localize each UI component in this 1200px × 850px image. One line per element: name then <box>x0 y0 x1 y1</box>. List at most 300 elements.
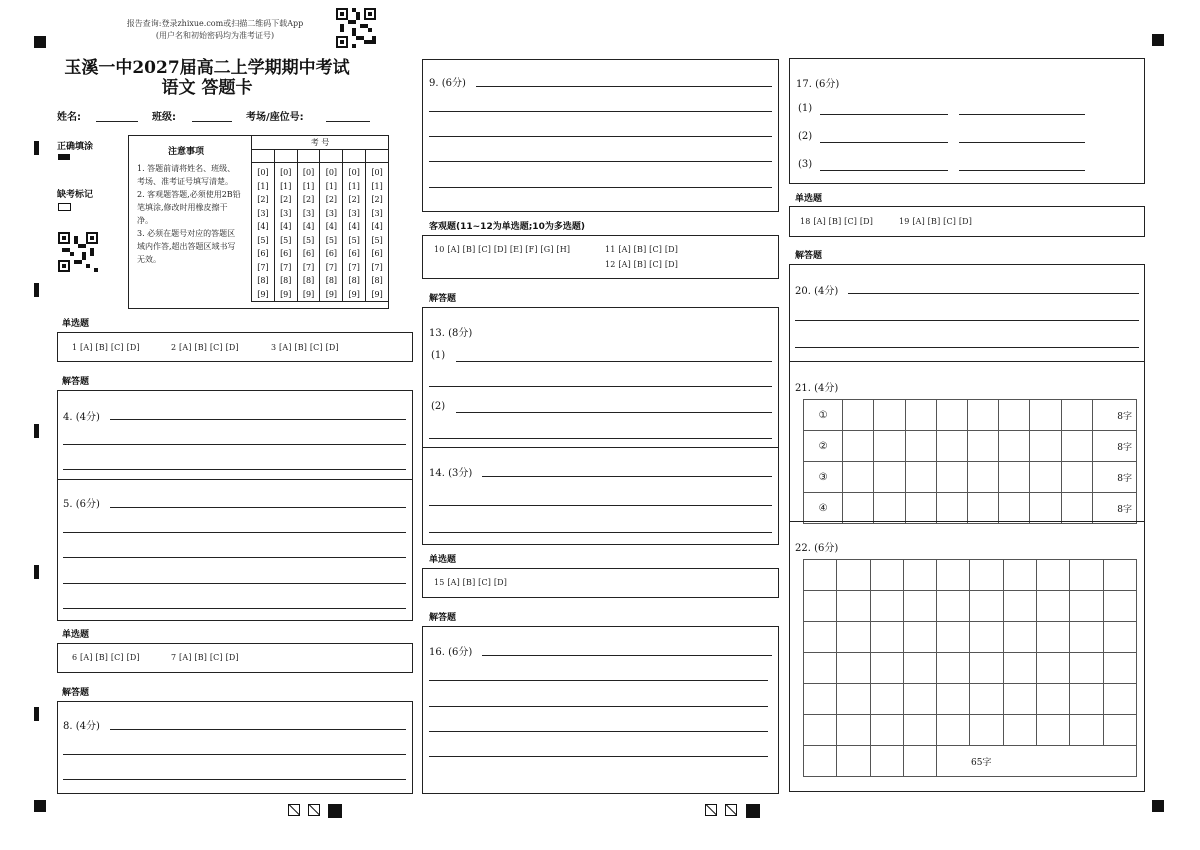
writing-cell[interactable] <box>905 400 936 431</box>
exam-digit-bubble[interactable]: [7] <box>302 262 315 272</box>
exam-digit-bubble[interactable]: [7] <box>371 262 383 272</box>
writing-cell[interactable] <box>937 560 970 591</box>
answer-line[interactable] <box>63 469 406 470</box>
exam-digit-bubble[interactable]: [1] <box>348 181 360 191</box>
exam-number-grid <box>251 135 389 302</box>
writing-cell[interactable] <box>837 746 870 777</box>
q10-12-box <box>422 235 779 279</box>
q16-label: 16. (6分) <box>429 647 473 658</box>
q2-options[interactable]: 2 [A] [B] [C] [D] <box>171 343 239 352</box>
writing-cell[interactable] <box>905 493 936 524</box>
answer-line[interactable] <box>482 655 772 656</box>
exam-digit-bubble[interactable]: [9] <box>371 289 383 299</box>
writing-cell[interactable] <box>837 591 870 622</box>
exam-digit-bubble[interactable]: [2] <box>302 195 315 204</box>
answer-line[interactable] <box>429 756 768 757</box>
writing-cell[interactable] <box>1103 715 1136 746</box>
answer-line[interactable] <box>429 680 768 681</box>
q21-row-count: 8字 <box>1092 493 1136 524</box>
q1-options[interactable]: 1 [A] [B] [C] [D] <box>72 343 140 352</box>
writing-cell[interactable] <box>1103 560 1136 591</box>
exam-digit-bubble[interactable]: [2] <box>348 195 360 204</box>
writing-cell[interactable] <box>936 493 967 524</box>
exam-digit-bubble[interactable]: [9] <box>348 289 360 299</box>
exam-number-column[interactable] <box>252 163 275 302</box>
side-mark <box>34 707 39 721</box>
writing-cell[interactable] <box>970 715 1003 746</box>
q21-row-count: 8字 <box>1092 400 1136 431</box>
writing-cell[interactable] <box>1070 591 1103 622</box>
exam-digit-bubble[interactable]: [5] <box>257 235 269 245</box>
q17-part1-label: (1) <box>798 103 813 114</box>
exam-digit-bubble[interactable]: [8] <box>348 276 360 285</box>
exam-digit-bubble[interactable]: [6] <box>280 249 292 258</box>
writing-cell[interactable] <box>999 493 1030 524</box>
exam-digit-bubble[interactable]: [4] <box>325 222 338 231</box>
exam-digit-bubble[interactable]: [5] <box>280 235 292 245</box>
exam-digit-bubble[interactable]: [6] <box>302 249 315 258</box>
writing-cell[interactable] <box>903 653 936 684</box>
answer-line[interactable] <box>63 754 406 755</box>
note-3: 3. 必须在题号对应的答题区域内作答,超出答题区域书写无效。 <box>137 229 236 264</box>
writing-cell[interactable] <box>870 715 903 746</box>
answer-line[interactable] <box>456 361 772 362</box>
q21-row[interactable] <box>804 493 1137 524</box>
q22-label: 22. (6分) <box>795 543 839 554</box>
writing-cell[interactable] <box>970 684 1003 715</box>
writing-cell[interactable] <box>999 431 1030 462</box>
writing-cell[interactable] <box>843 400 874 431</box>
answer-line[interactable] <box>429 438 772 439</box>
writing-cell[interactable] <box>1061 493 1092 524</box>
divider <box>57 479 413 480</box>
seat-label: 考场/座位号: <box>246 112 304 123</box>
writing-cell[interactable] <box>970 622 1003 653</box>
exam-digit-bubble[interactable]: [3] <box>371 208 383 218</box>
q17-part3-label: (3) <box>798 159 813 170</box>
exam-digit-bubble[interactable]: [1] <box>302 181 315 191</box>
writing-cell[interactable] <box>1030 493 1061 524</box>
writing-cell[interactable] <box>1037 622 1070 653</box>
answer-line[interactable] <box>848 293 1139 294</box>
writing-cell[interactable] <box>1061 462 1092 493</box>
exam-digit-bubble[interactable]: [3] <box>302 208 315 218</box>
answer-line[interactable] <box>429 136 772 137</box>
q21-row[interactable] <box>804 431 1137 462</box>
q14-label: 14. (3分) <box>429 468 473 479</box>
page-marker-filled <box>328 804 342 818</box>
writing-cell[interactable] <box>874 493 905 524</box>
seat-field[interactable] <box>326 121 370 122</box>
exam-digit-bubble[interactable]: [5] <box>302 235 315 245</box>
writing-cell[interactable] <box>804 622 837 653</box>
exam-number-title: 考 号 <box>252 136 389 150</box>
divider <box>789 521 1145 522</box>
writing-cell[interactable] <box>837 653 870 684</box>
writing-cell[interactable] <box>936 431 967 462</box>
exam-number-column[interactable] <box>297 163 320 302</box>
exam-digit-bubble[interactable]: [4] <box>371 222 383 231</box>
exam-digit-bubble[interactable]: [9] <box>257 289 269 299</box>
section-answer: 解答题 <box>429 294 457 304</box>
writing-cell[interactable] <box>1061 400 1092 431</box>
writing-cell[interactable] <box>1003 622 1036 653</box>
writing-cell[interactable] <box>903 684 936 715</box>
writing-cell[interactable] <box>1003 653 1036 684</box>
exam-digit-bubble[interactable]: [8] <box>325 276 338 285</box>
q6-options[interactable]: 6 [A] [B] [C] [D] <box>72 653 140 662</box>
writing-cell[interactable] <box>970 591 1003 622</box>
exam-digit-bubble[interactable]: [3] <box>325 208 338 218</box>
writing-cell[interactable] <box>968 431 999 462</box>
exam-digit-bubble[interactable]: [4] <box>302 222 315 231</box>
writing-cell[interactable] <box>1070 653 1103 684</box>
exam-digit-bubble[interactable]: [8] <box>302 276 315 285</box>
writing-cell[interactable] <box>1003 591 1036 622</box>
answer-line[interactable] <box>63 557 406 558</box>
exam-title <box>60 58 354 98</box>
writing-cell[interactable] <box>1037 715 1070 746</box>
exam-digit-bubble[interactable]: [0] <box>257 168 269 177</box>
exam-digit-bubble[interactable]: [5] <box>371 235 383 245</box>
exam-digit-bubble[interactable]: [9] <box>302 289 315 299</box>
answer-line[interactable] <box>429 731 768 732</box>
q21-row[interactable] <box>804 400 1137 431</box>
fill-sample-mark <box>58 154 70 160</box>
section-answer: 解答题 <box>795 251 823 261</box>
q18-options[interactable]: 18 [A] [B] [C] [D] <box>800 217 874 226</box>
writing-cell[interactable] <box>870 560 903 591</box>
answer-line[interactable] <box>820 142 948 143</box>
note-1: 1. 答题前请将姓名、班级、考场、准考证号填写清楚。 <box>137 164 236 186</box>
q19-options[interactable]: 19 [A] [B] [C] [D] <box>899 217 973 226</box>
answer-line[interactable] <box>476 86 772 87</box>
writing-cell[interactable] <box>903 715 936 746</box>
answer-line[interactable] <box>63 583 406 584</box>
writing-cell[interactable] <box>1070 560 1103 591</box>
writing-cell[interactable] <box>843 493 874 524</box>
q21-row-mark: ① <box>804 400 843 431</box>
section-answer: 解答题 <box>62 377 90 387</box>
writing-cell[interactable] <box>804 653 837 684</box>
exam-digit-bubble[interactable]: [2] <box>257 195 269 204</box>
writing-cell[interactable] <box>843 462 874 493</box>
writing-cell[interactable] <box>999 462 1030 493</box>
exam-digit-bubble[interactable]: [4] <box>348 222 360 231</box>
exam-digit-bubble[interactable]: [7] <box>348 262 360 272</box>
exam-digit-bubble[interactable]: [2] <box>280 195 292 204</box>
answer-line[interactable] <box>429 111 772 112</box>
writing-cell[interactable] <box>905 462 936 493</box>
writing-cell[interactable] <box>936 462 967 493</box>
q22-count: 65字 <box>970 746 1137 777</box>
writing-cell[interactable] <box>937 653 970 684</box>
writing-cell[interactable] <box>968 400 999 431</box>
divider <box>422 447 779 448</box>
q5-label: 5. (6分) <box>63 499 100 510</box>
answer-line[interactable] <box>482 476 772 477</box>
answer-line[interactable] <box>820 170 948 171</box>
answer-line[interactable] <box>820 114 948 115</box>
q13-part1-label: (1) <box>431 350 446 361</box>
q12-options[interactable]: 12 [A] [B] [C] [D] <box>605 260 679 269</box>
page-marker-filled <box>746 804 760 818</box>
qr-code-icon <box>336 8 376 48</box>
writing-cell[interactable] <box>1037 591 1070 622</box>
writing-cell[interactable] <box>870 622 903 653</box>
writing-cell[interactable] <box>1037 653 1070 684</box>
exam-digit-bubble[interactable]: [8] <box>371 276 383 285</box>
writing-cell[interactable] <box>804 746 837 777</box>
writing-cell[interactable] <box>968 493 999 524</box>
section-single-choice: 单选题 <box>62 319 90 329</box>
q22-grid[interactable] <box>803 559 1137 777</box>
absent-mark-label: 缺考标记 <box>57 190 94 200</box>
q21-row-mark: ④ <box>804 493 843 524</box>
exam-number-column[interactable] <box>366 163 389 302</box>
qr-code-icon <box>58 232 98 272</box>
page-marker-empty <box>308 804 320 816</box>
exam-digit-bubble[interactable]: [9] <box>280 289 292 299</box>
exam-digit-bubble[interactable]: [5] <box>325 235 338 245</box>
q15-options[interactable]: 15 [A] [B] [C] [D] <box>434 578 508 587</box>
exam-digit-bubble[interactable]: [7] <box>257 262 269 272</box>
q20-label: 20. (4分) <box>795 286 839 297</box>
answer-line[interactable] <box>110 729 406 730</box>
writing-cell[interactable] <box>843 431 874 462</box>
section-single-choice: 单选题 <box>795 194 823 204</box>
writing-cell[interactable] <box>804 684 837 715</box>
writing-cell[interactable] <box>905 431 936 462</box>
writing-cell[interactable] <box>937 591 970 622</box>
q7-options[interactable]: 7 [A] [B] [C] [D] <box>171 653 239 662</box>
writing-cell[interactable] <box>999 400 1030 431</box>
writing-cell[interactable] <box>968 462 999 493</box>
writing-cell[interactable] <box>1061 431 1092 462</box>
name-label: 姓名: <box>57 112 81 123</box>
q21-row[interactable] <box>804 462 1137 493</box>
writing-cell[interactable] <box>1003 715 1036 746</box>
exam-number-column[interactable] <box>343 163 366 302</box>
writing-cell[interactable] <box>936 400 967 431</box>
writing-cell[interactable] <box>870 591 903 622</box>
answer-line[interactable] <box>429 532 772 533</box>
q4-5-box <box>57 390 413 621</box>
exam-digit-bubble[interactable]: [7] <box>280 262 292 272</box>
writing-cell[interactable] <box>1030 431 1061 462</box>
exam-digit-bubble[interactable]: [3] <box>257 208 269 218</box>
exam-digit-bubble[interactable]: [1] <box>371 181 383 191</box>
q17-label: 17. (6分) <box>796 79 840 90</box>
side-mark <box>34 565 39 579</box>
page-marker-empty <box>725 804 737 816</box>
exam-digit-bubble[interactable]: [2] <box>371 195 383 204</box>
q13-label: 13. (8分) <box>429 328 473 339</box>
writing-cell[interactable] <box>1030 462 1061 493</box>
exam-digit-bubble[interactable]: [0] <box>325 168 338 177</box>
q17-part2-label: (2) <box>798 131 813 142</box>
report-notice-line2: (用户名和初始密码均为准考证号) <box>155 31 275 40</box>
writing-cell[interactable] <box>874 462 905 493</box>
side-mark <box>34 141 39 155</box>
section-objective: 客观题(11~12为单选题;10为多选题) <box>429 222 585 232</box>
exam-digit-bubble[interactable]: [4] <box>257 222 269 231</box>
answer-line[interactable] <box>63 444 406 445</box>
answer-line[interactable] <box>63 608 406 609</box>
writing-cell[interactable] <box>937 746 970 777</box>
q4-label: 4. (4分) <box>63 412 100 423</box>
writing-cell[interactable] <box>1103 591 1136 622</box>
exam-digit-bubble[interactable]: [6] <box>257 249 269 258</box>
writing-cell[interactable] <box>937 715 970 746</box>
writing-cell[interactable] <box>837 622 870 653</box>
exam-digit-bubble[interactable]: [5] <box>348 235 360 245</box>
writing-cell[interactable] <box>870 684 903 715</box>
writing-cell[interactable] <box>804 715 837 746</box>
writing-cell[interactable] <box>874 400 905 431</box>
answer-line[interactable] <box>795 320 1139 321</box>
q21-row-mark: ② <box>804 431 843 462</box>
writing-cell[interactable] <box>1070 684 1103 715</box>
answer-line[interactable] <box>110 507 406 508</box>
corner-mark-br <box>1152 800 1164 812</box>
exam-digit-bubble[interactable]: [7] <box>325 262 338 272</box>
exam-digit-bubble[interactable]: [8] <box>257 276 269 285</box>
writing-cell[interactable] <box>804 560 837 591</box>
q8-box <box>57 701 413 794</box>
section-single-choice: 单选题 <box>62 630 90 640</box>
answer-line[interactable] <box>429 187 772 188</box>
section-single-choice: 单选题 <box>429 555 457 565</box>
corner-mark-bl <box>34 800 46 812</box>
exam-number-column[interactable] <box>320 163 343 302</box>
notes-list <box>137 162 243 266</box>
writing-cell[interactable] <box>903 622 936 653</box>
report-notice-line1: 报告查询:登录zhixue.com或扫描二维码下载App <box>126 19 304 28</box>
page-marker-empty <box>705 804 717 816</box>
fill-sample-label: 正确填涂 <box>57 142 94 152</box>
writing-cell[interactable] <box>1030 400 1061 431</box>
writing-cell[interactable] <box>837 715 870 746</box>
q16-box <box>422 626 779 794</box>
q9-label: 9. (6分) <box>429 78 466 89</box>
writing-cell[interactable] <box>837 560 870 591</box>
writing-cell[interactable] <box>870 746 903 777</box>
writing-cell[interactable] <box>970 653 1003 684</box>
q10-options[interactable]: 10 [A] [B] [C] [D] [E] [F] [G] [H] <box>434 245 571 254</box>
answer-line[interactable] <box>959 142 1085 143</box>
divider <box>789 361 1145 362</box>
writing-cell[interactable] <box>1003 684 1036 715</box>
exam-digit-bubble[interactable]: [0] <box>280 168 292 177</box>
exam-digit-bubble[interactable]: [3] <box>280 208 292 218</box>
writing-cell[interactable] <box>937 684 970 715</box>
answer-line[interactable] <box>959 114 1085 115</box>
writing-cell[interactable] <box>804 591 837 622</box>
answer-line[interactable] <box>429 386 772 387</box>
answer-line[interactable] <box>63 532 406 533</box>
answer-line[interactable] <box>959 170 1085 171</box>
exam-number-column[interactable] <box>274 163 297 302</box>
exam-digit-bubble[interactable]: [3] <box>348 208 360 218</box>
exam-digit-bubble[interactable]: [2] <box>325 195 338 204</box>
exam-title-line1: 玉溪一中2027届高二上学期期中考试 <box>64 58 350 78</box>
exam-digit-bubble[interactable]: [6] <box>348 249 360 258</box>
answer-line[interactable] <box>110 419 406 420</box>
q21-grid[interactable] <box>803 399 1137 524</box>
answer-line[interactable] <box>795 347 1139 348</box>
writing-cell[interactable] <box>1003 560 1036 591</box>
absent-mark-box[interactable] <box>58 203 71 211</box>
exam-digit-bubble[interactable]: [1] <box>257 181 269 191</box>
exam-digit-bubble[interactable]: [0] <box>371 168 383 177</box>
writing-cell[interactable] <box>1070 715 1103 746</box>
exam-digit-bubble[interactable]: [6] <box>325 249 338 258</box>
name-field[interactable] <box>96 121 138 122</box>
writing-cell[interactable] <box>1037 684 1070 715</box>
section-answer: 解答题 <box>62 688 90 698</box>
exam-digit-bubble[interactable]: [0] <box>348 168 360 177</box>
q17-box <box>789 58 1145 184</box>
writing-cell[interactable] <box>970 560 1003 591</box>
writing-cell[interactable] <box>903 591 936 622</box>
exam-title-line2: 语文 答题卡 <box>161 78 253 98</box>
q3-options[interactable]: 3 [A] [B] [C] [D] <box>271 343 339 352</box>
writing-cell[interactable] <box>903 746 936 777</box>
writing-cell[interactable] <box>1037 560 1070 591</box>
note-2: 2. 客观题答题,必须使用2B铅笔填涂,修改时用橡皮擦干净。 <box>137 190 241 225</box>
exam-digit-bubble[interactable]: [1] <box>280 181 292 191</box>
exam-digit-bubble[interactable]: [9] <box>325 289 338 299</box>
class-field[interactable] <box>192 121 232 122</box>
q13-part2-label: (2) <box>431 401 446 412</box>
writing-cell[interactable] <box>903 560 936 591</box>
report-notice <box>110 18 320 42</box>
writing-cell[interactable] <box>1103 653 1136 684</box>
q13-14-box <box>422 307 779 545</box>
answer-line[interactable] <box>429 505 772 506</box>
notes-title: 注意事项 <box>168 147 205 157</box>
page-marker-empty <box>288 804 300 816</box>
writing-cell[interactable] <box>874 431 905 462</box>
answer-line[interactable] <box>63 779 406 780</box>
side-mark <box>34 424 39 438</box>
corner-mark-tl <box>34 36 46 48</box>
q21-label: 21. (4分) <box>795 383 839 394</box>
writing-cell[interactable] <box>837 684 870 715</box>
exam-digit-bubble[interactable]: [0] <box>302 168 315 177</box>
answer-line[interactable] <box>456 412 772 413</box>
writing-cell[interactable] <box>1103 684 1136 715</box>
exam-digit-bubble[interactable]: [6] <box>371 249 383 258</box>
writing-cell[interactable] <box>1070 622 1103 653</box>
q21-row-count: 8字 <box>1092 462 1136 493</box>
answer-line[interactable] <box>429 706 768 707</box>
exam-digit-bubble[interactable]: [8] <box>280 276 292 285</box>
q21-row-count: 8字 <box>1092 431 1136 462</box>
corner-mark-tr <box>1152 34 1164 46</box>
writing-cell[interactable] <box>870 653 903 684</box>
q11-options[interactable]: 11 [A] [B] [C] [D] <box>605 245 679 254</box>
exam-digit-bubble[interactable]: [1] <box>325 181 338 191</box>
section-answer: 解答题 <box>429 613 457 623</box>
side-mark <box>34 283 39 297</box>
exam-digit-bubble[interactable]: [4] <box>280 222 292 231</box>
writing-cell[interactable] <box>937 622 970 653</box>
answer-line[interactable] <box>429 161 772 162</box>
writing-cell[interactable] <box>1103 622 1136 653</box>
q8-label: 8. (4分) <box>63 721 100 732</box>
